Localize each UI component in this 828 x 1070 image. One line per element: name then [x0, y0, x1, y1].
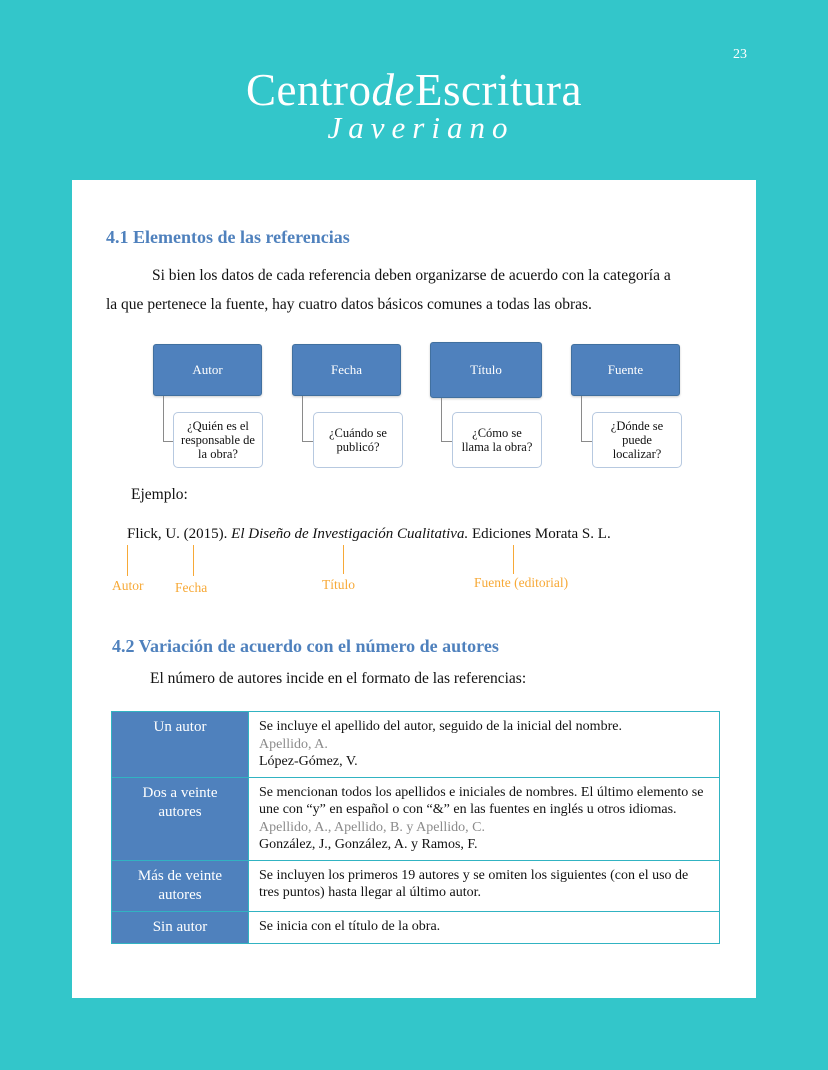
diagram-question-autor: ¿Quién es el responsable de la obra? — [173, 412, 263, 468]
annotation-line-fecha — [193, 545, 194, 576]
diagram-question-fuente: ¿Dónde se puede localizar? — [592, 412, 682, 468]
row-label: Más de veinte autores — [112, 860, 249, 911]
row-description — [249, 712, 720, 778]
table-row — [112, 712, 720, 778]
diagram-box-autor: Autor — [153, 344, 262, 396]
row-label: Un autor — [112, 712, 249, 778]
row-example: González, J., González, A. y Ramos, F. — [259, 837, 478, 852]
logo-part3: Escritura — [415, 65, 582, 115]
diagram-box-titulo: Título — [430, 342, 542, 398]
table-row — [112, 860, 720, 911]
section1-paragraph-line1: Si bien los datos de cada referencia deben organizarse de acuerdo con la categoría a — [152, 267, 671, 284]
row-description — [249, 911, 720, 943]
row-desc-text: Se inicia con el título de la obra. — [259, 918, 441, 934]
annotation-titulo: Título — [322, 577, 355, 592]
annotation-line-fuente — [513, 545, 514, 574]
row-pattern: Apellido, A. — [259, 736, 328, 752]
row-desc-text: Se incluyen los primeros 19 autores y se omiten los siguientes (con el uso de tres puntos) hasta llegar al último autor. — [259, 867, 689, 900]
citation-publisher: Ediciones Morata S. L. — [468, 526, 611, 542]
annotation-autor: Autor — [112, 578, 144, 593]
annotation-fuente: Fuente (editorial) — [474, 575, 569, 590]
annotation-line-titulo — [343, 545, 344, 574]
citation-author-date: Flick, U. (2015). — [127, 526, 232, 542]
example-citation — [127, 526, 611, 543]
row-label: Dos a veinte autores — [112, 777, 249, 860]
section1-heading: 4.1 Elementos de las referencias — [106, 227, 350, 247]
page-number: 23 — [733, 47, 747, 62]
row-desc-text: Se mencionan todos los apellidos e iniciales de nombres. El último elemento se une con “y” en español o con “&” en las fuentes en inglés u otros idiomas. — [259, 784, 704, 817]
row-example: López-Gómez, V. — [259, 754, 358, 769]
table-row — [112, 911, 720, 943]
diagram-box-fuente: Fuente — [571, 344, 680, 396]
authors-table — [111, 711, 720, 944]
row-desc-text: Se incluye el apellido del autor, seguido de la inicial del nombre. — [259, 719, 622, 734]
annotation-line-autor — [127, 545, 128, 576]
logo-part2: de — [371, 65, 416, 115]
row-pattern: Apellido, A., Apellido, B. y Apellido, C. — [259, 819, 485, 835]
section2-intro: El número de autores incide en el formato de las referencias: — [150, 670, 527, 687]
diagram-connector — [441, 398, 442, 441]
diagram-connector — [302, 441, 313, 442]
diagram-connector — [302, 396, 303, 441]
example-label: Ejemplo: — [131, 486, 188, 503]
annotation-fecha: Fecha — [175, 580, 208, 595]
diagram-question-fecha: ¿Cuándo se publicó? — [313, 412, 403, 468]
row-description — [249, 860, 720, 911]
row-description — [249, 777, 720, 860]
diagram-connector — [581, 441, 592, 442]
section2-heading: 4.2 Variación de acuerdo con el número de autores — [112, 636, 499, 656]
diagram-connector — [581, 396, 582, 441]
row-label: Sin autor — [112, 911, 249, 943]
section1-paragraph-line2: la que pertenece la fuente, hay cuatro datos básicos comunes a todas las obras. — [106, 296, 592, 313]
table-row — [112, 777, 720, 860]
diagram-question-titulo: ¿Cómo se llama la obra? — [452, 412, 542, 468]
citation-title: El Diseño de Investigación Cualitativa. — [231, 526, 469, 542]
logo-subtitle: Javeriano — [327, 110, 515, 145]
logo-part1: Centro — [246, 65, 372, 115]
diagram-connector — [163, 396, 164, 441]
diagram-box-fecha: Fecha — [292, 344, 401, 396]
